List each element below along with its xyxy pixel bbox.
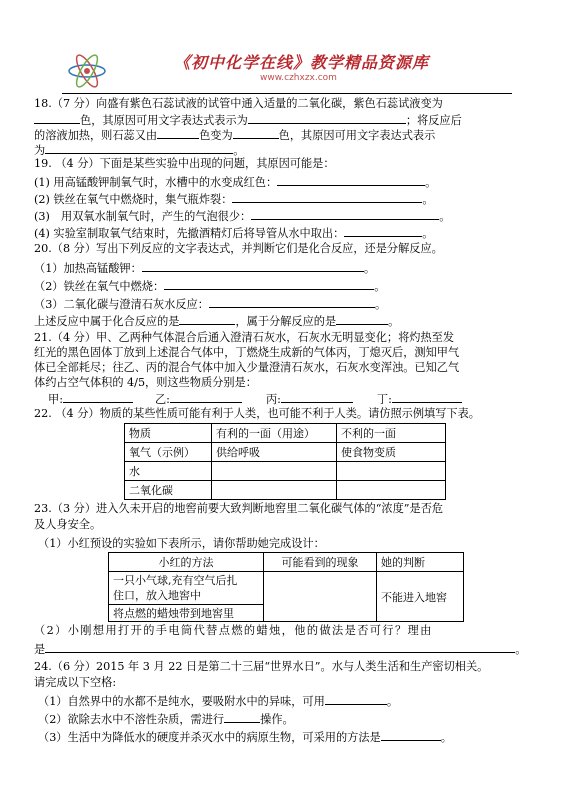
q20-item: （1）加热高锰酸钾： 。	[34, 262, 376, 275]
q23-table	[108, 552, 464, 622]
table-cell: 水	[125, 462, 212, 481]
table-cell[interactable]	[212, 462, 337, 481]
q21-line: 体约占空气体积的 4/5，则这些物质分别是：	[34, 376, 257, 389]
table-header-cell: 物质	[125, 424, 212, 443]
q24-item: （3）生活中为降低水的硬度并杀灭水中的病原生物，可采用的方法是 。	[38, 731, 452, 744]
q18-line4: 为 。	[34, 144, 245, 157]
q21-line: 红光的黑色固体丁放到上述混合气体中，丁燃烧生成新的气体丙，丁熄灭后，测知甲气	[34, 346, 460, 359]
blank[interactable]	[336, 313, 388, 325]
header-url: www.czhxzx.com	[260, 73, 337, 83]
table-cell: 将点燃的蜡烛带到地窖里	[109, 605, 264, 622]
q21-line: 体已全部耗尽；往乙、丙的混合气体中加入少量澄清石灰水，石灰水变浑浊。已知乙气	[34, 361, 460, 374]
blank[interactable]	[170, 391, 242, 403]
table-cell: 氧气（示例）	[125, 443, 212, 462]
table-cell[interactable]	[212, 481, 337, 500]
q24-line2: 请完成以下空格:	[34, 676, 117, 689]
q20-item: （2）铁丝在氧气中燃烧： 。	[34, 280, 386, 293]
blank[interactable]	[248, 112, 406, 124]
table-row	[109, 572, 464, 605]
q23-line2: 及人身安全。	[34, 518, 102, 531]
blank[interactable]	[164, 278, 374, 290]
table-header-cell: 小红的方法	[109, 553, 264, 572]
blank[interactable]	[179, 313, 235, 325]
header-divider	[62, 93, 512, 94]
table-cell[interactable]	[264, 572, 377, 622]
table-cell: 一只小气球,充有空气后扎 住口，放入地窖中	[109, 572, 264, 605]
q19-item: (3) 用双氧水制氧气时，产生的气泡很少： 。	[34, 210, 451, 223]
table-header-cell: 可能看到的现象	[264, 553, 377, 572]
blank[interactable]	[142, 260, 364, 272]
q23-line1: 23.（3 分）进入久未开启的地窖前要大致判断地窖里二氧化碳气体的“浓度”是否危	[34, 502, 444, 515]
q18-line2: 色，其原因可用文字表达式表示为 ；将反应后	[34, 112, 462, 128]
header-banner	[62, 46, 512, 94]
q20-item: （3）二氧化碳与澄清石灰水反应： 。	[34, 298, 387, 311]
q19-item: (1) 用高锰酸钾制氧气时，水槽中的水变成红色： 。	[34, 176, 437, 189]
blank[interactable]	[209, 296, 375, 308]
table-header-cell: 不利的一面	[337, 424, 446, 443]
blank[interactable]	[232, 191, 422, 203]
table-row	[125, 443, 446, 462]
q22-title: 22. （4 分）物质的某些性质可能有利于人类，也可能不利于人类。请仿照示例填写下表。	[34, 407, 480, 420]
q22-table	[124, 423, 446, 500]
table-header-row	[109, 553, 464, 572]
blank[interactable]	[277, 174, 425, 186]
table-header-cell: 她的判断	[377, 553, 464, 572]
table-cell[interactable]	[337, 481, 446, 500]
table-header-row	[125, 424, 446, 443]
blank[interactable]	[34, 112, 80, 124]
blank[interactable]	[63, 391, 133, 403]
q24-item: （2）欲除去水中不溶性杂质，需进行 操作。	[38, 713, 294, 726]
table-row	[125, 462, 446, 481]
blank[interactable]	[45, 142, 233, 154]
table-cell: 使食物变质	[337, 443, 446, 462]
atom-logo-icon	[66, 52, 108, 90]
table-row	[125, 481, 446, 500]
table-cell: 二氧化碳	[125, 481, 212, 500]
q18-line1: 18.（7 分）向盛有紫色石蕊试液的试管中通入适量的二氧化碳，紫色石蕊试液变为	[34, 97, 443, 110]
q18-line3: 的溶液加热，则石蕊又由 色变为 色，其原因可用文字表达式表示	[34, 129, 436, 142]
q21-answers: 甲: 乙: 丙: 丁:	[48, 391, 462, 407]
q23-sub1: （1）小红预设的实验如下表所示，请你帮助她完成设计：	[38, 537, 325, 550]
blank[interactable]	[251, 208, 439, 220]
blank[interactable]	[224, 711, 260, 723]
blank[interactable]	[381, 729, 441, 741]
blank[interactable]	[45, 641, 515, 653]
q19-title: 19. （4 分）下面是某些实验中出现的问题，其原因可能是：	[34, 157, 335, 170]
table-cell[interactable]	[337, 462, 446, 481]
q23-sub2: （2）小刚想用打开的手电筒代替点燃的蜡烛，他的做法是否可行？理由	[34, 624, 433, 637]
blank[interactable]	[281, 391, 353, 403]
blank[interactable]	[392, 391, 462, 403]
q20-title: 20.（8 分）写出下列反应的文字表达式，并判断它们是化合反应，还是分解反应。	[34, 242, 443, 255]
q19-item: (2) 铁丝在氧气中燃烧时，集气瓶炸裂： 。	[34, 193, 434, 206]
q21-line: 21.（4 分）甲、乙两种气体混合后通入澄清石灰水，石灰水无明显变化；将灼热至发	[34, 331, 455, 344]
q20-summary: 上述反应中属于化合反应的是 ，属于分解反应的是 。	[34, 315, 400, 328]
table-cell: 不能进入地窖	[377, 572, 464, 622]
q19-item: (4) 实验室制取氧气结束时，先撤酒精灯后将导管从水中取出： 。	[34, 227, 434, 240]
table-header-cell: 有利的一面（用途）	[212, 424, 337, 443]
q23-sub2-answer: 是 。	[34, 643, 527, 656]
blank[interactable]	[233, 127, 279, 139]
blank[interactable]	[325, 693, 387, 705]
blank[interactable]	[157, 127, 199, 139]
table-cell: 供给呼吸	[212, 443, 337, 462]
header-title: 《初中化学在线》教学精品资源库	[174, 53, 430, 72]
q24-item: （1）自然界中的水都不是纯水，要吸附水中的异味，可用 。	[38, 695, 399, 708]
q24-line1: 24.（6 分）2015 年 3 月 22 日是第二十三届“世界水日”。水与人类生活和生产密切相关。	[34, 660, 489, 673]
blank[interactable]	[344, 225, 422, 237]
